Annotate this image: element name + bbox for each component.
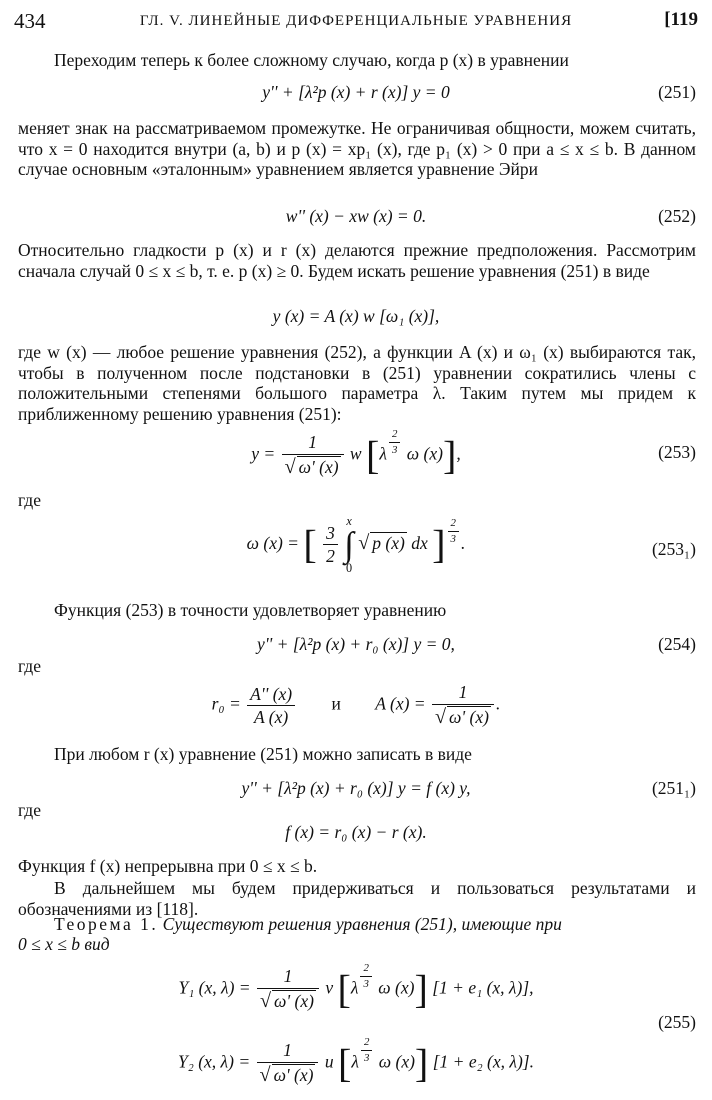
eq2531-dx: dx: [411, 532, 428, 553]
Y2-denominator: [257, 1063, 319, 1088]
Y1-radicand: ω' (x): [274, 990, 314, 1011]
right-bracket: ]: [414, 966, 428, 1012]
equation-255-number: (255): [658, 1012, 696, 1032]
Y2-exponent: [361, 1036, 372, 1065]
Y2-lhs: Y₂ (x, λ) =: [178, 1051, 251, 1072]
theorem-text: Существуют решения уравнения (251), имеющие при: [162, 914, 562, 934]
theorem-1-continued: [18, 934, 696, 955]
right-bracket: ]: [442, 432, 457, 478]
eq2531-lhs: ω (x) =: [246, 532, 299, 553]
paragraph-3: Относительно гладкости p (x) и r (x) делаются прежние предположения. Рассмотрим сначала случай 0 ≤ x ≤ b, т. е. p (x) ≥ 0. Будем искать решение уравнения (251) в виде: [18, 240, 696, 281]
A-denominator: [432, 705, 494, 730]
paragraph-2: меняет знак на рассматриваемом промежутке. Не ограничивая общности, можем считать, что x = 0 находится внутри (a, b) и p (x) = xp₁ (x), где p₁ (x) > 0 при a ≤ x ≤ b. В данном случае основным «эталонным» уравнением является уравнение Эйри: [18, 118, 696, 180]
equation-255-Y2: [0, 1036, 712, 1087]
equation-253-number: (253): [658, 442, 696, 462]
eq253-exp-num: 2: [389, 428, 400, 443]
eq253-lambda: λ: [379, 443, 387, 464]
where-label-1: где: [18, 490, 41, 510]
eq2531-fraction: [323, 523, 338, 567]
equation-253: [0, 428, 712, 479]
equation-251-1-body: y'' + [λ²p (x) + r₀ (x)] y = f (x) y,: [241, 778, 471, 798]
equation-254-number: (254): [658, 634, 696, 654]
right-bracket: ]: [432, 521, 446, 567]
conjunction-and: и: [331, 693, 341, 714]
integral-sign: [344, 515, 354, 575]
sqrt-sign: √: [284, 455, 296, 478]
theorem-1: [18, 914, 696, 935]
left-bracket: [: [337, 966, 351, 1012]
Y1-lambda: λ: [350, 977, 359, 998]
Y1-numerator: 1: [257, 966, 319, 989]
equation-252-body: w'' (x) − xw (x) = 0.: [285, 206, 427, 226]
Y1-v: v: [325, 977, 334, 998]
eq2531-exponent: [448, 517, 459, 546]
A-fraction: [432, 682, 494, 729]
eq253-lhs: y =: [251, 443, 276, 464]
integral-upper-limit: x: [346, 514, 352, 528]
r0-lhs: r₀ =: [211, 693, 241, 714]
equation-f: f (x) = r₀ (x) − r (x).: [285, 822, 427, 842]
Y2-tail: [1 + e₂ (x, λ)].: [432, 1051, 534, 1072]
r0-fraction: [247, 684, 295, 728]
left-bracket: [: [337, 1040, 352, 1086]
where-label-2: где: [18, 656, 41, 676]
left-bracket: [: [365, 432, 380, 478]
equation-253-1-number: (253₁): [651, 539, 696, 559]
Y1-tail: [1 + e₁ (x, λ)],: [432, 977, 534, 998]
A-numerator: 1: [432, 682, 494, 705]
equation-251-body: y'' + [λ²p (x) + r (x)] y = 0: [262, 82, 450, 102]
paragraph-7: Функция f (x) непрерывна при 0 ≤ x ≤ b.: [18, 856, 318, 876]
Y1-fraction: [257, 966, 319, 1013]
equation-253-1: ω (x) = [ $\frac{3}{2}$ x ∫ 0 √ p (x) dx ] $\frac{2}{3}$ . (253₁): [246, 514, 696, 576]
r0-numerator: A'' (x): [247, 684, 295, 707]
A-lhs: A (x) =: [375, 693, 426, 714]
A-radicand: ω' (x): [449, 706, 489, 727]
equation-251-1-number: (251₁): [651, 778, 696, 798]
theorem-text-2: 0 ≤ x ≤ b вид: [18, 934, 110, 954]
eq2531-exp-den: 3: [450, 532, 456, 545]
paragraph-5: Функция (253) в точности удовлетворяет уравнению: [54, 600, 447, 620]
integral-lower-limit: 0: [346, 561, 353, 576]
paragraph-1: Переходим теперь к более сложному случаю, когда p (x) в уравнении: [54, 50, 569, 70]
Y1-arg: ω (x): [378, 977, 415, 998]
eq253-exponent: [389, 428, 400, 457]
equation-y-form: y (x) = A (x) w [ω₁ (x)],: [272, 306, 440, 326]
eq2531-frac-num: 3: [323, 523, 338, 546]
Y2-u: u: [324, 1051, 334, 1072]
equation-251-1: [0, 778, 712, 799]
eq253-exp-den: 3: [391, 443, 398, 456]
sqrt-sign: √: [260, 989, 272, 1012]
sqrt-sign: √: [259, 1063, 271, 1086]
where-label-3: где: [18, 800, 41, 820]
Y2-radicand: ω' (x): [273, 1064, 314, 1085]
Y2-exp-den: 3: [363, 1051, 370, 1064]
Y1-exp-den: 3: [363, 977, 369, 990]
sqrt-sign: √: [434, 705, 447, 728]
section-number: [119: [664, 9, 698, 30]
Y2-arg: ω (x): [378, 1051, 415, 1072]
equation-252-number: (252): [658, 206, 696, 226]
eq253-w: w: [349, 443, 362, 464]
A-tail: .: [495, 693, 501, 714]
page-number: 434: [14, 9, 46, 33]
eq2531-exp-num: 2: [448, 517, 459, 532]
theorem-label: Теорема 1.: [54, 914, 159, 934]
paragraph-6: При любом r (x) уравнение (251) можно записать в виде: [54, 744, 472, 764]
eq253-denominator: [282, 455, 344, 480]
page-header: [14, 9, 698, 33]
equation-r0: [0, 682, 712, 729]
equation-251: [0, 82, 712, 103]
Y1-exp-num: 2: [360, 962, 371, 977]
eq253-numerator: 1: [282, 432, 344, 455]
equation-254: [0, 634, 712, 655]
equation-251-number: (251): [658, 82, 696, 102]
eq2531-frac-den: 2: [326, 546, 335, 567]
Y2-exp-num: 2: [361, 1036, 372, 1051]
Y2-fraction: [257, 1040, 319, 1087]
Y1-exponent: [360, 962, 371, 991]
paragraph-4: где w (x) — любое решение уравнения (252), а функции A (x) и ω₁ (x) выбираются так, чтобы в полученном после подстановки в (251) уравнении сократились члены с положительными степенями большого параметра λ. Таким путем мы придем к приближенному решению уравнения (251):: [18, 342, 696, 424]
sqrt-sign: √: [358, 531, 370, 554]
eq2531-integrand: p (x): [372, 532, 405, 553]
Y1-denominator: [257, 989, 319, 1014]
eq253-radicand: ω' (x): [298, 456, 339, 477]
r0-denominator: A (x): [254, 707, 289, 728]
right-bracket: ]: [414, 1040, 429, 1086]
equation-254-body: y'' + [λ²p (x) + r₀ (x)] y = 0,: [257, 634, 455, 654]
eq253-arg: ω (x): [406, 443, 443, 464]
eq253-tail: ,: [456, 443, 461, 464]
Y1-lhs: Y₁ (x, λ) =: [178, 977, 251, 998]
equation-252: [0, 206, 712, 227]
left-bracket: [: [303, 521, 317, 567]
eq253-fraction: [282, 432, 344, 479]
equation-255-Y1: [0, 962, 712, 1013]
Y2-numerator: 1: [257, 1040, 319, 1063]
Y2-lambda: λ: [351, 1051, 359, 1072]
paragraph-8: В дальнейшем мы будем придерживаться и пользоваться результатами и обозначениями из [118].: [18, 878, 696, 919]
integral-symbol: ∫: [344, 525, 354, 565]
running-title: ГЛ. V. ЛИНЕЙНЫЕ ДИФФЕРЕНЦИАЛЬНЫЕ УРАВНЕНИЯ: [139, 13, 573, 29]
